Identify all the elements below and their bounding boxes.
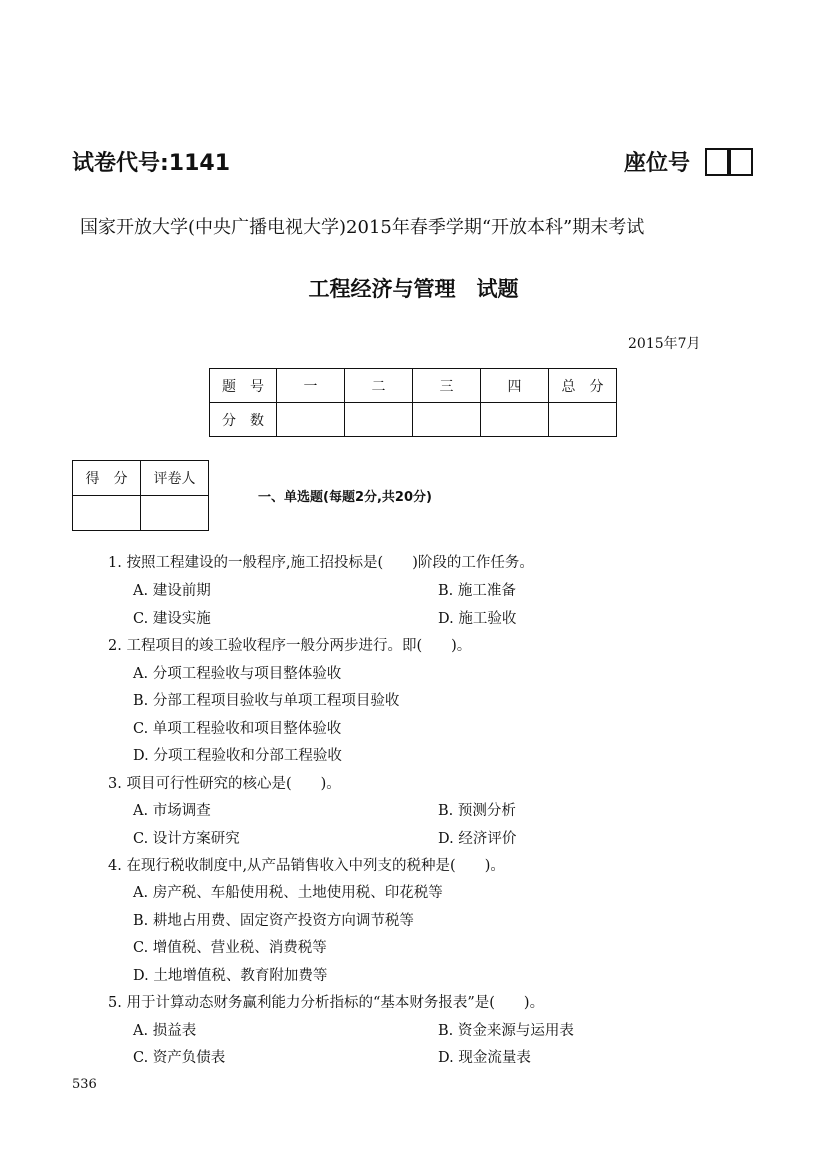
option[interactable]: B. 资金来源与运用表 [438, 1023, 574, 1039]
score-cell[interactable] [549, 403, 617, 437]
score-header: 得 分 [73, 461, 141, 496]
option[interactable]: B. 分部工程项目验收与单项工程项目验收 [133, 693, 400, 709]
option[interactable]: C. 设计方案研究 [133, 831, 240, 847]
option[interactable]: A. 市场调查 [133, 803, 211, 819]
option[interactable]: C. 增值税、营业税、消费税等 [133, 940, 327, 956]
option[interactable]: D. 现金流量表 [438, 1050, 531, 1066]
table-header-cell: 题 号 [210, 369, 277, 403]
paper-code: 试卷代号:1141 [72, 151, 231, 176]
option[interactable]: B. 耕地占用费、固定资产投资方向调节税等 [133, 913, 414, 929]
option[interactable]: D. 分项工程验收和分部工程验收 [133, 748, 342, 764]
option[interactable]: A. 损益表 [133, 1023, 197, 1039]
table-row [210, 403, 617, 437]
score-cell[interactable] [277, 403, 345, 437]
question-stem: 4. 在现行税收制度中,从产品销售收入中列支的税种是( )。 [108, 858, 505, 874]
table-header-cell: 三 [413, 369, 481, 403]
option[interactable]: D. 土地增值税、教育附加费等 [133, 968, 328, 984]
grader-cell[interactable] [141, 496, 209, 531]
option[interactable]: C. 资产负债表 [133, 1050, 226, 1066]
table-header-cell: 总 分 [549, 369, 617, 403]
option[interactable]: C. 建设实施 [133, 611, 211, 627]
table-header-cell: 二 [345, 369, 413, 403]
page-number: 536 [72, 1077, 97, 1092]
table-row-label: 分 数 [210, 403, 277, 437]
exam-date: 2015年7月 [628, 336, 701, 352]
grader-table [72, 460, 209, 531]
table-row [210, 369, 617, 403]
option[interactable]: D. 经济评价 [438, 831, 517, 847]
table-header-cell: 一 [277, 369, 345, 403]
table-row [73, 461, 209, 496]
question-stem: 5. 用于计算动态财务赢利能力分析指标的“基本财务报表”是( )。 [108, 995, 545, 1011]
option[interactable]: C. 单项工程验收和项目整体验收 [133, 721, 342, 737]
option[interactable]: B. 预测分析 [438, 803, 516, 819]
question-stem: 2. 工程项目的竣工验收程序一般分两步进行。即( )。 [108, 638, 472, 654]
page-title: 工程经济与管理 试题 [308, 277, 519, 301]
option[interactable]: D. 施工验收 [438, 611, 517, 627]
seat-number-label: 座位号 [624, 151, 691, 176]
section-title: 一、单选题(每题2分,共20分) [258, 490, 432, 505]
score-table [209, 368, 617, 437]
table-header-cell: 四 [481, 369, 549, 403]
option[interactable]: A. 房产税、车船使用税、土地使用税、印花税等 [133, 885, 443, 901]
exam-line: 国家开放大学(中央广播电视大学)2015年春季学期“开放本科”期末考试 [80, 217, 645, 238]
option[interactable]: A. 分项工程验收与项目整体验收 [133, 666, 342, 682]
grader-header: 评卷人 [141, 461, 209, 496]
question-stem: 3. 项目可行性研究的核心是( )。 [108, 776, 341, 792]
table-row [73, 496, 209, 531]
score-cell[interactable] [413, 403, 481, 437]
score-cell[interactable] [481, 403, 549, 437]
seat-number-box[interactable] [727, 148, 753, 176]
question-stem: 1. 按照工程建设的一般程序,施工招投标是( )阶段的工作任务。 [108, 555, 534, 571]
score-cell[interactable] [345, 403, 413, 437]
option[interactable]: A. 建设前期 [133, 583, 211, 599]
score-cell[interactable] [73, 496, 141, 531]
option[interactable]: B. 施工准备 [438, 583, 516, 599]
